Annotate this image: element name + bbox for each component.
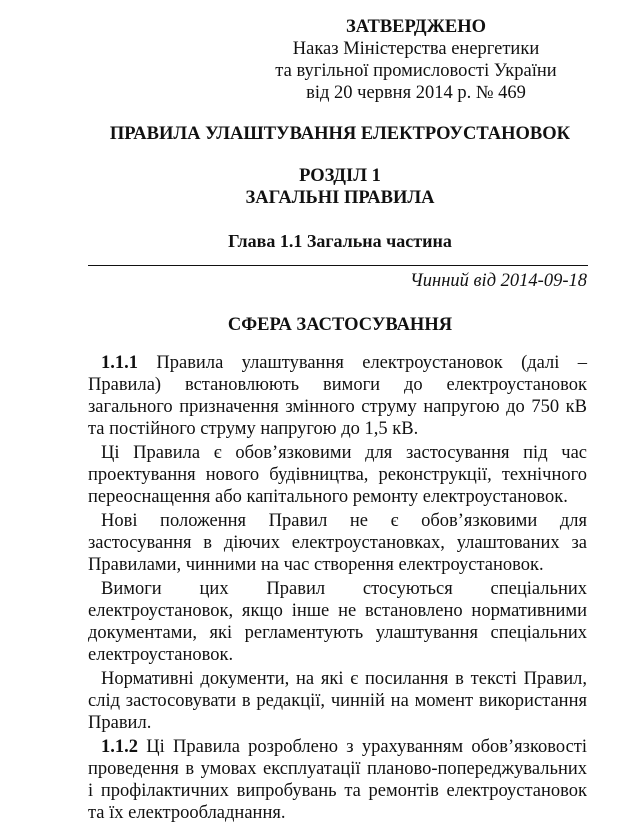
paragraph-text: Правила улаштування електроустановок (далі – Правила) встановлюють вимоги до електроустановок загального призначення змінного струму напругою до 750 кВ та постійного струму напругою до 1,5 кВ. [88, 353, 588, 439]
paragraph [88, 578, 587, 666]
paragraph [88, 668, 587, 734]
approval-stamp: ЗАТВЕРДЖЕНО [346, 17, 486, 37]
chapter-heading: Глава 1.1 Загальна частина [228, 231, 452, 251]
section-title: ЗАГАЛЬНІ ПРАВИЛА [245, 188, 435, 208]
paragraph-text: Вимоги цих Правил стосуються спеціальних електроустановок, якщо інше не встановлено нормативними документами, які регламентують улаштування спеціальних електроустановок. [88, 579, 587, 665]
paragraph-text: Ці Правила розроблено з урахуванням обов’язковості проведення в умовах експлуатації планово-попереджувальних і профілактичних випробувань та ремонтів електроустановок та їх електрообладнання. [88, 737, 588, 823]
body-text [88, 352, 587, 826]
document-title: ПРАВИЛА УЛАШТУВАННЯ ЕЛЕКТРОУСТАНОВОК [109, 124, 571, 144]
section-heading [0, 165, 622, 209]
approval-line-1: Наказ Міністерства енергетики [292, 39, 540, 59]
paragraph [88, 352, 587, 440]
paragraph [88, 510, 587, 576]
approval-block [250, 16, 582, 104]
paragraph [88, 736, 587, 824]
approval-line-3: від 20 червня 2014 р. № 469 [306, 83, 526, 103]
paragraph-number: 1.1.2 [101, 737, 138, 757]
horizontal-divider [88, 265, 588, 266]
section-number: РОЗДІЛ 1 [299, 166, 381, 186]
effective-date: Чинний від 2014-09-18 [410, 271, 587, 291]
paragraph-text: Нові положення Правил не є обов’язковими для застосування в діючих електроустановках, улаштованих за Правилами, чинними на час створення електроустановок. [88, 511, 587, 575]
paragraph-text: Ці Правила є обов’язковими для застосування під час проектування нового будівництва, реконструкції, технічного переоснащення або капітального ремонту електроустановок. [88, 443, 587, 507]
approval-line-2: та вугільної промисловості України [275, 61, 557, 81]
paragraph-text: Нормативні документи, на які є посилання в тексті Правил, слід застосовувати в редакції, чинній на момент використання Правил. [88, 669, 587, 733]
paragraph-number: 1.1.1 [101, 353, 138, 373]
paragraph [88, 442, 587, 508]
scope-heading: СФЕРА ЗАСТОСУВАННЯ [227, 315, 453, 335]
